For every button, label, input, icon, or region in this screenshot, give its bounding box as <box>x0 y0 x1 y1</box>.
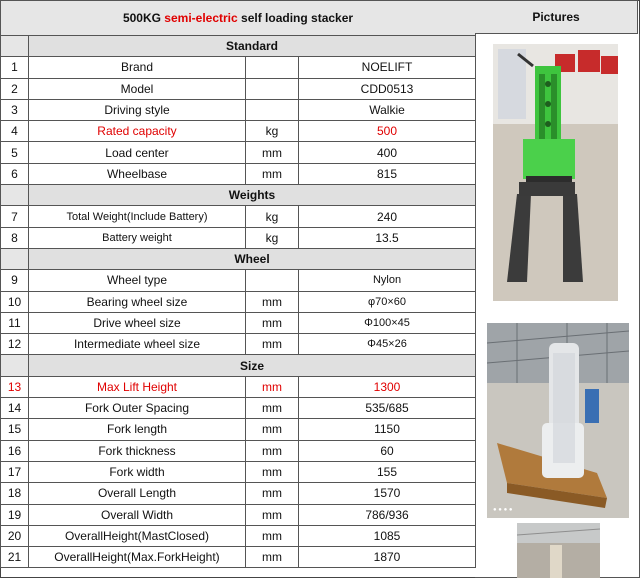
table-row <box>1 504 476 525</box>
section-wheel: Wheel <box>29 248 476 269</box>
section-size: Size <box>29 355 476 376</box>
table-cell: Load center <box>29 142 246 163</box>
table-row <box>1 291 476 312</box>
table-cell: Fork Outer Spacing <box>29 398 246 419</box>
table-cell: 15 <box>1 419 29 440</box>
table-cell: NOELIFT <box>299 57 476 78</box>
table-cell <box>1 248 29 269</box>
pictures-header: Pictures <box>475 0 638 34</box>
section-standard: Standard <box>29 36 476 57</box>
table-cell: 7 <box>1 206 29 227</box>
table-row <box>1 440 476 461</box>
packaging-photo <box>487 323 629 518</box>
table-cell: Intermediate wheel size <box>29 334 246 355</box>
table-row <box>1 376 476 397</box>
table-row <box>1 483 476 504</box>
table-cell: 400 <box>299 142 476 163</box>
svg-text:● ● ● ●: ● ● ● ● <box>493 507 513 513</box>
table-cell: Brand <box>29 57 246 78</box>
table-cell: kg <box>246 206 299 227</box>
table-cell: Fork width <box>29 461 246 482</box>
table-cell: Nylon <box>299 270 476 291</box>
table-cell: 14 <box>1 398 29 419</box>
table-cell: Wheelbase <box>29 163 246 184</box>
table-cell: 6 <box>1 163 29 184</box>
table-cell: 155 <box>299 461 476 482</box>
table-cell: 10 <box>1 291 29 312</box>
table-cell: mm <box>246 334 299 355</box>
table-cell: 500 <box>299 121 476 142</box>
table-row <box>1 227 476 248</box>
table-row <box>1 78 476 99</box>
table-cell: kg <box>246 227 299 248</box>
table-cell: 8 <box>1 227 29 248</box>
table-row <box>1 163 476 184</box>
title-highlight: semi-electric <box>164 11 238 25</box>
table-cell: 786/936 <box>299 504 476 525</box>
table-cell: φ70×60 <box>299 291 476 312</box>
table-cell: mm <box>246 504 299 525</box>
table-cell: mm <box>246 461 299 482</box>
table-cell: mm <box>246 398 299 419</box>
table-cell: 815 <box>299 163 476 184</box>
table-row <box>1 121 476 142</box>
table-row <box>1 57 476 78</box>
table-cell: Total Weight(Include Battery) <box>29 206 246 227</box>
table-title <box>1 1 476 36</box>
table-cell: 1085 <box>299 525 476 546</box>
table-cell: mm <box>246 142 299 163</box>
title-suffix: self loading stacker <box>237 11 354 25</box>
table-cell <box>1 185 29 206</box>
table-cell <box>1 36 29 57</box>
table-cell <box>246 57 299 78</box>
table-cell: OverallHeight(MastClosed) <box>29 525 246 546</box>
table-row <box>1 334 476 355</box>
table-cell: Battery weight <box>29 227 246 248</box>
table-cell: Fork length <box>29 419 246 440</box>
table-cell: 1570 <box>299 483 476 504</box>
table-row <box>1 547 476 568</box>
table-cell: 3 <box>1 99 29 120</box>
table-cell: 5 <box>1 142 29 163</box>
table-cell: 12 <box>1 334 29 355</box>
table-cell: 13.5 <box>299 227 476 248</box>
section-weights: Weights <box>29 185 476 206</box>
table-cell: Overall Length <box>29 483 246 504</box>
table-cell: mm <box>246 376 299 397</box>
table-cell <box>246 99 299 120</box>
table-cell: mm <box>246 483 299 504</box>
table-cell: 535/685 <box>299 398 476 419</box>
table-row <box>1 270 476 291</box>
table-cell: Φ100×45 <box>299 312 476 333</box>
table-cell: mm <box>246 547 299 568</box>
table-cell: 1870 <box>299 547 476 568</box>
warehouse-photo <box>517 523 600 578</box>
table-cell: 13 <box>1 376 29 397</box>
table-cell: 18 <box>1 483 29 504</box>
table-cell: Fork thickness <box>29 440 246 461</box>
table-row <box>1 312 476 333</box>
table-cell: Bearing wheel size <box>29 291 246 312</box>
table-cell: OverallHeight(Max.ForkHeight) <box>29 547 246 568</box>
table-cell: 11 <box>1 312 29 333</box>
table-cell: Max Lift Height <box>29 376 246 397</box>
table-cell: mm <box>246 440 299 461</box>
table-row <box>1 461 476 482</box>
table-cell: Φ45×26 <box>299 334 476 355</box>
table-cell: 1300 <box>299 376 476 397</box>
stacker-photo <box>493 44 618 301</box>
table-cell: mm <box>246 419 299 440</box>
table-cell: Walkie <box>299 99 476 120</box>
table-cell: 19 <box>1 504 29 525</box>
table-cell: 1150 <box>299 419 476 440</box>
table-cell: Model <box>29 78 246 99</box>
table-cell: 20 <box>1 525 29 546</box>
table-cell: 240 <box>299 206 476 227</box>
table-cell: 17 <box>1 461 29 482</box>
table-cell: Wheel type <box>29 270 246 291</box>
table-cell: mm <box>246 312 299 333</box>
table-cell: mm <box>246 525 299 546</box>
table-cell: mm <box>246 291 299 312</box>
table-row <box>1 398 476 419</box>
table-cell: 60 <box>299 440 476 461</box>
table-cell: Driving style <box>29 99 246 120</box>
table-cell: kg <box>246 121 299 142</box>
table-cell: 21 <box>1 547 29 568</box>
table-row <box>1 525 476 546</box>
table-cell: 2 <box>1 78 29 99</box>
table-row <box>1 419 476 440</box>
table-cell: Rated capacity <box>29 121 246 142</box>
table-cell <box>1 355 29 376</box>
table-row <box>1 99 476 120</box>
table-cell <box>246 78 299 99</box>
table-cell: 9 <box>1 270 29 291</box>
table-cell: 16 <box>1 440 29 461</box>
table-row <box>1 142 476 163</box>
table-cell: Drive wheel size <box>29 312 246 333</box>
table-cell <box>246 270 299 291</box>
table-cell: 4 <box>1 121 29 142</box>
table-cell: Overall Width <box>29 504 246 525</box>
table-row <box>1 206 476 227</box>
table-cell: CDD0513 <box>299 78 476 99</box>
title-prefix: 500KG <box>122 11 165 25</box>
table-cell: mm <box>246 163 299 184</box>
table-cell: 1 <box>1 57 29 78</box>
